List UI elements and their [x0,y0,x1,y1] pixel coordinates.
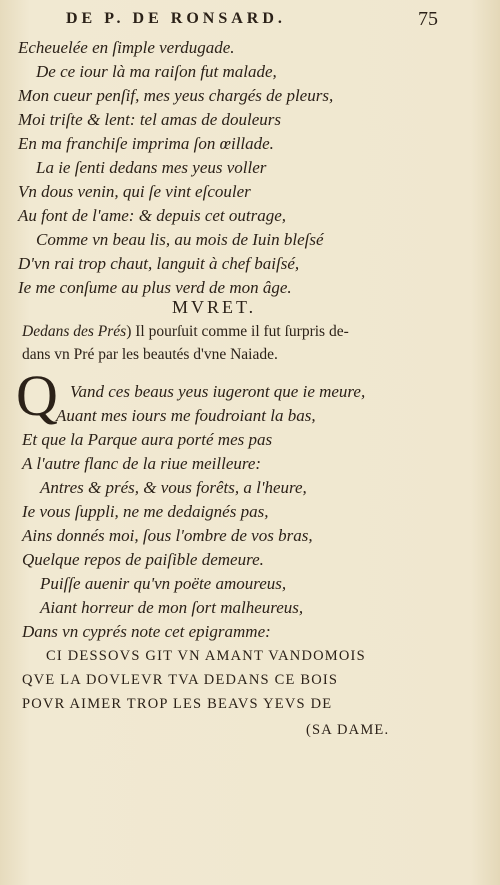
sonnet-line: Vand ces beaus yeus iugeront que ie meure, [70,382,366,401]
commentary-line: dans vn Pré par les beautés d'vne Naiade. [22,346,278,363]
epitaph-line: CI DESSOVS GIT VN AMANT VANDOMOIS [46,648,366,664]
sonnet-line: Ains donnés moi, ſous l'ombre de vos bras, [22,526,313,545]
page-number: 75 [418,8,438,30]
sonnet-line: A l'autre flanc de la riue meilleure: [22,454,262,473]
commentary-line [22,320,472,343]
sonnet-line: Ie vous ſuppli, ne me dedaignés pas, [22,502,269,521]
verse-line: En ma franchiſe imprima ſon œillade. [18,134,274,153]
epitaph-line: QVE LA DOVLEVR TVA DEDANS CE BOIS [22,672,339,688]
verse-line: De ce iour là ma raiſon fut malade, [36,62,277,81]
commentary-line-text: ) Il pourſuit comme il fut ſurpris de- [126,323,349,340]
epitaph-line: (SA DAME. [306,722,390,738]
epitaph-line: POVR AIMER TROP LES BEAVS YEVS DE [22,696,333,712]
commentary-lemma: Dedans des Prés [22,323,127,340]
verse-line: Vn dous venin, qui ſe vint eſcouler [18,182,251,201]
verse-line: Comme vn beau lis, au mois de Iuin bleſsé [36,230,324,249]
sonnet-line: Dans vn cyprés note cet epigramme: [22,622,271,641]
sonnet-line: Aiant horreur de mon ſort malheureus, [40,598,304,617]
verse-line: Echeuelée en ſimple verdugade. [18,38,235,57]
sonnet-line: Et que la Parque aura porté mes pas [22,430,273,449]
sonnet-line: Quelque repos de paiſible demeure. [22,550,264,569]
sonnet-line: Auant mes iours me foudroiant la bas, [56,406,316,425]
verse-line: Moi triſte & lent: tel amas de douleurs [18,110,281,129]
verse-line: Ie me conſume au plus verd de mon âge. [18,278,292,297]
verse-line: La ie ſenti dedans mes yeus voller [36,158,267,177]
verse-line: Mon cueur penſif, mes yeus chargés de pleurs, [18,86,334,105]
commentary-title: MVRET. [172,297,257,317]
verse-line: D'vn rai trop chaut, languit à chef baiſsé, [18,254,300,273]
sonnet-line: Antres & prés, & vous forêts, a l'heure, [40,478,307,497]
sonnet-line: Puiſſe auenir qu'vn poëte amoureus, [40,574,287,593]
drop-cap: Q [16,363,58,428]
commentary-text [22,320,472,366]
verse-line: Au font de l'ame: & depuis cet outrage, [18,206,287,225]
running-title: DE P. DE RONSARD. [66,10,286,27]
